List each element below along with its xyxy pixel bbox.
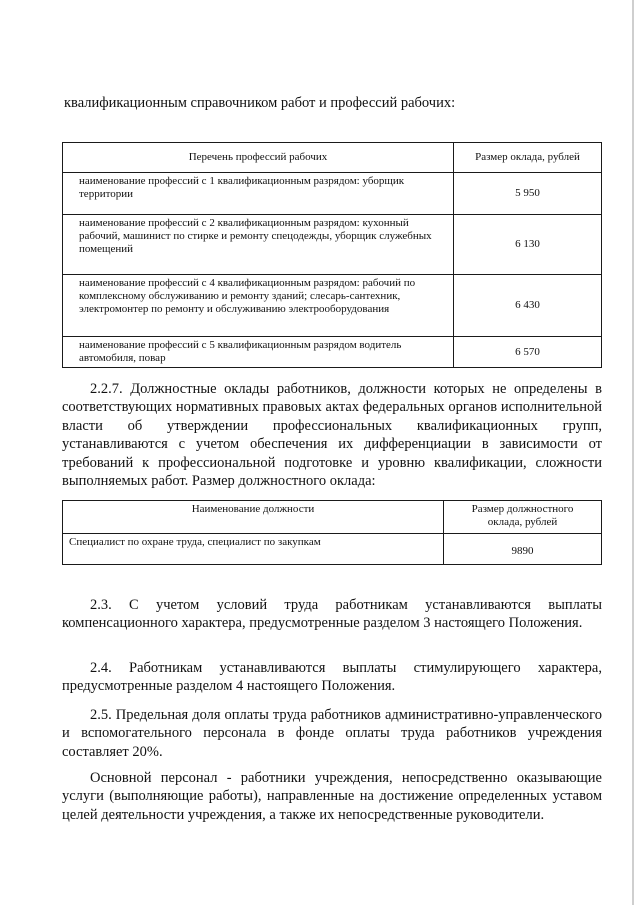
profession-cell: наименование профессий с 4 квалификационным разрядом: рабочий по комплексному обслуживанию и ремонту зданий; слесарь-сантехник, электромонтер по ремонту и обслуживанию электрооборудования xyxy=(63,275,454,337)
table-row xyxy=(63,275,602,337)
paragraph-2-5: 2.5. Предельная доля оплаты труда работников административно-управленческого и вспомогательного персонала в фонде оплаты труда работников учреждения составляет 20%. xyxy=(62,707,602,760)
paragraph-2-3: 2.3. С учетом условий труда работникам устанавливаются выплаты компенсационного характера, предусмотренные разделом 3 настоящего Положения. xyxy=(62,597,602,632)
salary-cell: 6 430 xyxy=(454,275,602,337)
position-salary-table xyxy=(62,500,602,565)
paragraph-2-4: 2.4. Работникам устанавливаются выплаты стимулирующего характера, предусмотренные разделом 4 настоящего Положения. xyxy=(62,660,602,695)
profession-cell: наименование профессий с 5 квалификационным разрядом водитель автомобиля, повар xyxy=(63,337,454,368)
position-cell: Специалист по охране труда, специалист по закупкам xyxy=(63,534,444,565)
header-position: Наименование должности xyxy=(63,501,444,534)
profession-cell: наименование профессий с 2 квалификационным разрядом: кухонный рабочий, машинист по стирке и ремонту спецодежды, уборщик служебных помещений xyxy=(63,215,454,275)
paragraph-main-staff: Основной персонал - работники учреждения, непосредственно оказывающие услуги (выполняющие работы), направленные на достижение определенных уставом целей деятельности учреждения, а также их непосредственные руководители. xyxy=(62,770,602,823)
table-row xyxy=(63,337,602,368)
profession-cell: наименование профессий с 1 квалификационным разрядом: уборщик территории xyxy=(63,173,454,215)
header-salary: Размер оклада, рублей xyxy=(454,143,602,173)
table-row xyxy=(63,215,602,275)
position-salary-cell: 9890 xyxy=(444,534,602,565)
workers-salary-table xyxy=(62,142,602,368)
scan-edge xyxy=(632,0,634,905)
table-header-row xyxy=(63,143,602,173)
salary-cell: 6 570 xyxy=(454,337,602,368)
paragraph-2-2-7: 2.2.7. Должностные оклады работников, должности которых не определены в соответствующих нормативных правовых актах федеральных органов исполнительной власти об утверждении профессиональных квалификационных групп, устанавливаются с учетом обеспечения их дифференциации в зависимости от требований к профессиональной подготовке и уровню квалификации, сложности выполняемых работ. Размер должностного оклада: xyxy=(62,381,602,490)
header-position-salary: Размер должностного оклада, рублей xyxy=(444,501,602,534)
table-row xyxy=(63,173,602,215)
intro-line: квалификационным справочником работ и профессий рабочих: xyxy=(64,95,456,111)
table-header-row xyxy=(63,501,602,534)
header-professions: Перечень профессий рабочих xyxy=(63,143,454,173)
table-row xyxy=(63,534,602,565)
salary-cell: 6 130 xyxy=(454,215,602,275)
salary-cell: 5 950 xyxy=(454,173,602,215)
